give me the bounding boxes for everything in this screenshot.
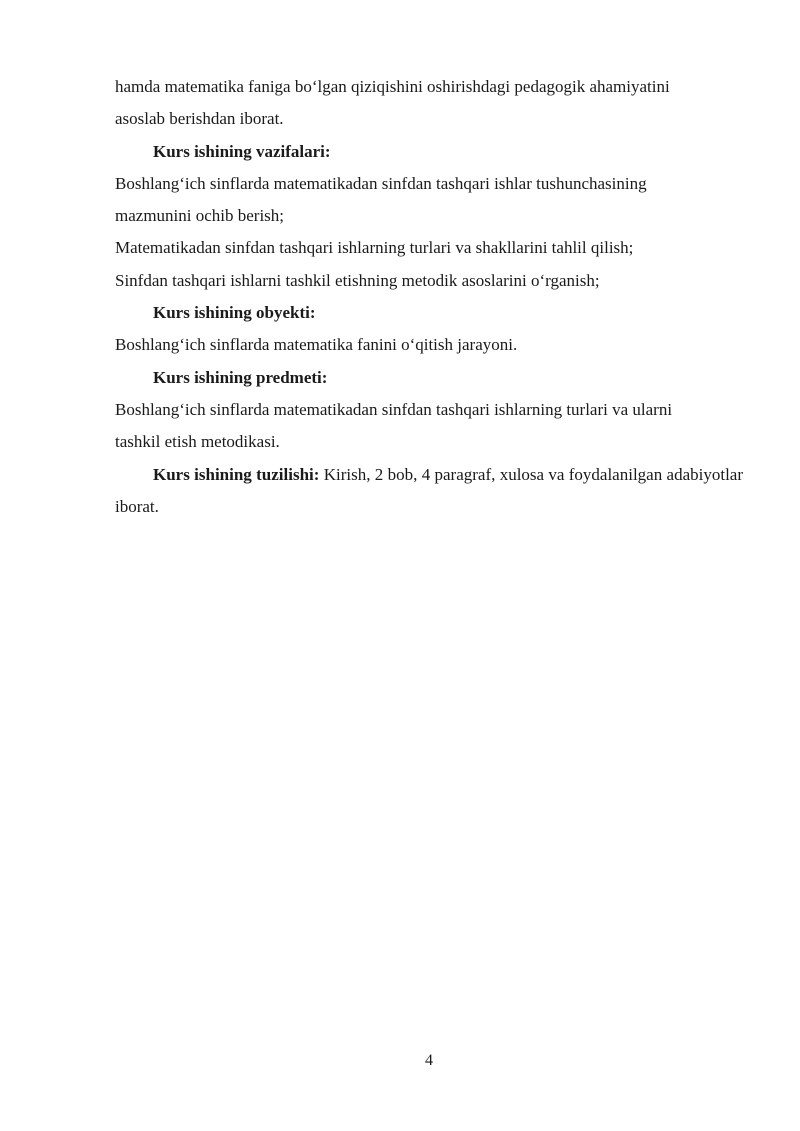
object-heading: Kurs ishining obyekti: xyxy=(153,303,316,323)
task-item-1-line-2: mazmunini ochib berish; xyxy=(115,206,285,226)
intro-line-1: hamda matematika faniga bo‘lgan qiziqishini oshirishdagi pedagogik ahamiyatini xyxy=(115,77,670,96)
subject-line-2: tashkil etish metodikasi. xyxy=(115,432,280,452)
task-item-3: Sinfdan tashqari ishlarni tashkil etishning metodik asoslarini o‘rganish; xyxy=(115,270,600,290)
task-item-2: Matematikadan sinfdan tashqari ishlarning turlari va shakllarini tahlil qilish; xyxy=(115,238,634,258)
object-text: Boshlang‘ich sinflarda matematika fanini o‘qitish jarayoni. xyxy=(115,335,518,355)
page-number: 4 xyxy=(425,1052,433,1069)
document-page xyxy=(115,71,743,523)
tasks-heading: Kurs ishining vazifalari: xyxy=(153,141,331,161)
structure-paragraph xyxy=(115,459,743,524)
subject-heading: Kurs ishining predmeti: xyxy=(153,367,328,387)
subject-line-1: Boshlang‘ich sinflarda matematikadan sinfdan tashqari ishlarning turlari va ularni xyxy=(115,399,673,419)
intro-line-2: asoslab berishdan iborat. xyxy=(115,109,284,129)
structure-heading: Kurs ishining tuzilishi: xyxy=(153,464,320,484)
task-item-1-line-1: Boshlang‘ich sinflarda matematikadan sinfdan tashqari ishlar tushunchasining xyxy=(115,173,647,193)
structure-text: Kirish, 2 bob, 4 paragraf, xulosa va foydalanilgan adabiyotlar iborat. xyxy=(115,464,744,516)
